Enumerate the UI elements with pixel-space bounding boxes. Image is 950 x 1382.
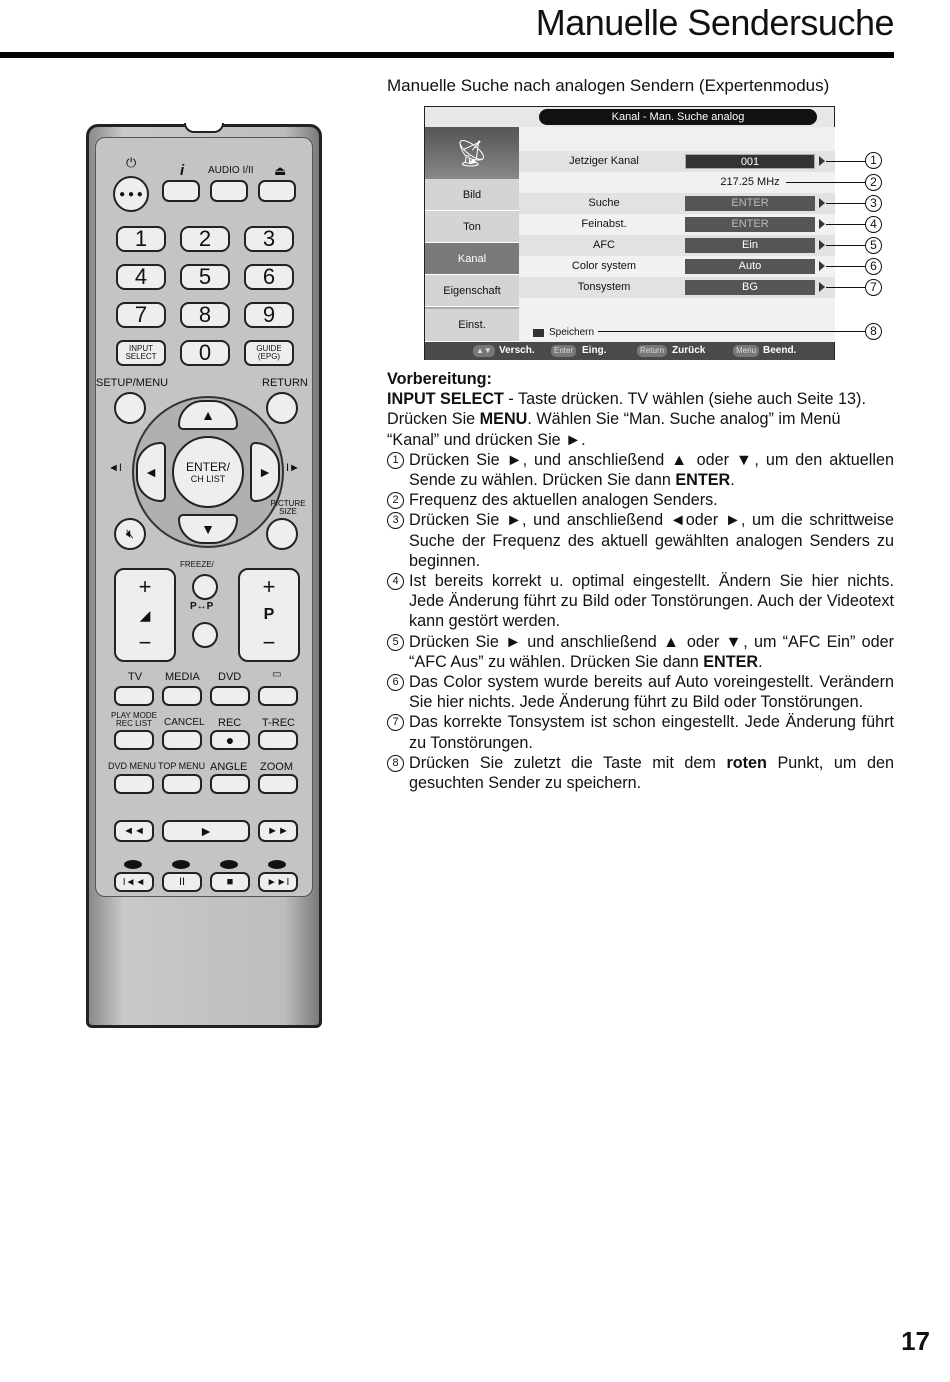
instruction-item-4 xyxy=(387,571,894,632)
instructions xyxy=(387,369,894,793)
osd-sidebar-item-eigenschaft[interactable]: Eigenschaft xyxy=(425,275,519,307)
menu-term: MENU xyxy=(479,410,528,429)
arrow-right-icon xyxy=(819,240,825,250)
return-label: RETURN xyxy=(262,377,308,389)
step-text: Drücken Sie ►, und anschließend ◄oder ►, um die schrittweise Suche der Frequenz des aktuell gewählten analogen Senders zu beginnen. xyxy=(409,511,894,570)
osd-row-tonsystem[interactable] xyxy=(519,277,835,298)
callout-2: 2 xyxy=(865,174,882,191)
media-button[interactable] xyxy=(162,686,202,706)
angle-label: ANGLE xyxy=(210,761,248,773)
trec-button[interactable] xyxy=(258,730,298,750)
subtitle-icon: ▭ xyxy=(272,669,282,680)
osd-row-value: 217.25 MHz xyxy=(720,176,780,188)
callout-line-6 xyxy=(826,266,866,267)
ch-list-label: CH LIST xyxy=(190,474,226,484)
callout-4: 4 xyxy=(865,216,882,233)
num-5-button[interactable]: 5 xyxy=(180,264,230,290)
power-button[interactable]: ● ● ● xyxy=(113,176,149,212)
num-6-button[interactable]: 6 xyxy=(244,264,294,290)
step-bold: ENTER xyxy=(703,652,759,671)
callout-line-2 xyxy=(786,182,866,183)
callout-line-5 xyxy=(826,245,866,246)
step-number: 8 xyxy=(387,755,404,772)
dvd-menu-button[interactable] xyxy=(114,774,154,794)
arrow-right-icon xyxy=(819,219,825,229)
step-number: 2 xyxy=(387,492,404,509)
num-4-button[interactable]: 4 xyxy=(116,264,166,290)
program-rocker[interactable]: + P − xyxy=(238,568,300,662)
picture-size-label: PICTURE SIZE xyxy=(270,499,306,516)
enter-button[interactable] xyxy=(172,436,244,508)
intro-text-1: - Taste drücken. TV wählen (siehe auch Seite 13). Drücken Sie xyxy=(387,390,866,429)
red-dot-icon xyxy=(124,860,142,869)
play-mode-label: PLAY MODE REC LIST xyxy=(111,711,157,728)
eject-icon: ⏏ xyxy=(274,163,287,178)
callout-6: 6 xyxy=(865,258,882,275)
osd-row-afc[interactable] xyxy=(519,235,835,256)
info-button[interactable] xyxy=(162,180,200,202)
osd-action-zurueck: Zurück xyxy=(672,345,706,356)
green-dot-icon xyxy=(172,860,190,869)
arrow-right-icon xyxy=(819,261,825,271)
pause-button[interactable]: II xyxy=(162,872,202,892)
osd-row-value: ENTER xyxy=(685,217,815,232)
tv-button[interactable] xyxy=(114,686,154,706)
num-7-button[interactable]: 7 xyxy=(116,302,166,328)
osd-row-value: Auto xyxy=(685,259,815,274)
step-number: 5 xyxy=(387,634,404,651)
rec-label: REC xyxy=(218,717,242,729)
osd-key-enter: Enter xyxy=(551,345,576,357)
step-number: 7 xyxy=(387,714,404,731)
step-text: Drücken Sie ► und anschließend ▲ oder ▼, um “AFC Ein” oder “AFC Aus” zu wählen. Drücken Sie dann xyxy=(409,632,894,671)
satellite-dish-icon: 📡︎ xyxy=(425,127,519,179)
fast-forward-button[interactable]: ►► xyxy=(258,820,298,842)
blue-dot-icon xyxy=(268,860,286,869)
remote-notch xyxy=(184,123,224,133)
num-0-button[interactable]: 0 xyxy=(180,340,230,366)
yellow-dot-icon xyxy=(220,860,238,869)
step-text-end: . xyxy=(730,471,735,490)
num-1-button[interactable]: 1 xyxy=(116,226,166,252)
page-title: Manuelle Sendersuche xyxy=(535,2,894,43)
tv-label: TV xyxy=(128,671,143,683)
angle-button[interactable] xyxy=(210,774,250,794)
num-9-button[interactable]: 9 xyxy=(244,302,294,328)
step-number: 6 xyxy=(387,674,404,691)
right-arrow-button[interactable]: ► xyxy=(250,442,280,502)
osd-row-value: BG xyxy=(685,280,815,295)
callout-line-4 xyxy=(826,224,866,225)
osd-row-value: Ein xyxy=(685,238,815,253)
instruction-item-5 xyxy=(387,632,894,672)
instruction-item-7 xyxy=(387,712,894,752)
dvd-label: DVD xyxy=(218,671,242,683)
osd-key-menu: Menu xyxy=(733,345,759,357)
instruction-item-3 xyxy=(387,510,894,571)
osd-title-bar xyxy=(425,107,834,127)
step-text-end: Punkt, um den gesuchten Sender zu speichern. xyxy=(409,753,894,793)
step-text-end: . xyxy=(758,652,763,671)
instruction-item-1 xyxy=(387,450,894,490)
page-number: 17 xyxy=(901,1326,930,1356)
step-text: Drücken Sie zuletzt die Taste mit dem xyxy=(409,753,727,772)
callout-7: 7 xyxy=(865,279,882,296)
callout-line-1 xyxy=(826,161,866,162)
instruction-item-6 xyxy=(387,672,894,712)
eject-button[interactable] xyxy=(258,180,296,202)
top-menu-label: TOP MENU xyxy=(158,761,206,771)
section-subtitle: Manuelle Suche nach analogen Sendern (Expertenmodus) xyxy=(387,76,830,95)
osd-key-return: Return xyxy=(637,345,667,357)
step-bold: ENTER xyxy=(675,471,731,490)
navigation-pad xyxy=(132,396,284,548)
callout-1: 1 xyxy=(865,152,882,169)
osd-key-updown: ▲▼ xyxy=(473,345,495,357)
osd-row-value: 001 xyxy=(685,154,815,169)
input-select-term: INPUT SELECT xyxy=(387,390,504,409)
down-arrow-button[interactable]: ▼ xyxy=(178,514,238,544)
callout-line-3 xyxy=(826,203,866,204)
cancel-label: CANCEL xyxy=(164,717,205,728)
pp-label: P↔P xyxy=(190,601,214,612)
osd-main-panel xyxy=(519,127,835,342)
mute-icon[interactable]: 🔇︎ xyxy=(114,518,146,550)
callout-line-8 xyxy=(598,331,866,332)
osd-menu xyxy=(424,106,835,360)
play-button[interactable]: ► xyxy=(162,820,250,842)
osd-row-label: Tonsystem xyxy=(577,281,631,293)
left-arrow-button[interactable]: ◄ xyxy=(136,442,166,502)
osd-save-hint xyxy=(519,325,835,342)
media-label: MEDIA xyxy=(165,671,200,683)
power-icon: ⏻ xyxy=(126,155,137,170)
subtitle-button[interactable] xyxy=(258,686,298,706)
osd-action-beend: Beend. xyxy=(763,345,797,356)
osd-row-value: ENTER xyxy=(685,196,815,211)
osd-row-suche[interactable] xyxy=(519,193,835,214)
osd-sidebar-item-einst[interactable]: Einst. xyxy=(425,309,519,342)
osd-sidebar-item-kanal[interactable]: Kanal xyxy=(425,243,519,275)
step-number: 4 xyxy=(387,573,404,590)
cancel-button[interactable] xyxy=(162,730,202,750)
top-menu-button[interactable] xyxy=(162,774,202,794)
num-3-button[interactable]: 3 xyxy=(244,226,294,252)
osd-row-label: Jetziger Kanal xyxy=(569,155,639,167)
osd-row-color-system[interactable] xyxy=(519,256,835,277)
instruction-item-8 xyxy=(387,753,894,793)
step-text: Das korrekte Tonsystem ist schon eingestellt. Jede Änderung führt zu Tonstörungen. xyxy=(409,713,894,752)
arrow-right-icon xyxy=(819,282,825,292)
instructions-heading: Vorbereitung: xyxy=(387,370,492,388)
rec-button[interactable]: ● xyxy=(210,730,250,750)
osd-title: Kanal - Man. Suche analog xyxy=(539,109,817,125)
freeze-button[interactable] xyxy=(192,574,218,600)
audio-button[interactable] xyxy=(210,180,248,202)
remote-control xyxy=(86,124,322,1028)
zoom-button[interactable] xyxy=(258,774,298,794)
arrow-right-icon xyxy=(819,198,825,208)
osd-row-label: Suche xyxy=(588,197,620,209)
red-square-icon xyxy=(533,329,544,337)
skip-forward-icon: I► xyxy=(286,462,300,474)
volume-rocker[interactable]: + ◢ − xyxy=(114,568,176,662)
guide-button[interactable]: GUIDE (EPG) xyxy=(244,340,294,366)
return-button[interactable] xyxy=(266,392,298,424)
rewind-button[interactable]: ◄◄ xyxy=(114,820,154,842)
callout-5: 5 xyxy=(865,237,882,254)
input-select-button[interactable]: INPUT SELECT xyxy=(116,340,166,366)
zoom-label: ZOOM xyxy=(260,761,293,773)
step-text: Frequenz des aktuellen analogen Senders. xyxy=(409,491,718,510)
picture-size-button[interactable] xyxy=(266,518,298,550)
up-arrow-button[interactable]: ▲ xyxy=(178,400,238,430)
osd-action-eing: Eing. xyxy=(582,345,607,356)
audio-label: AUDIO I/II xyxy=(208,165,254,176)
pp-button[interactable] xyxy=(192,622,218,648)
trec-label: T-REC xyxy=(262,717,295,729)
step-text: Ist bereits korrekt u. optimal eingestellt. Ändern Sie hier nichts. Jede Änderung führt zu Bild oder Tonstörungen. Auch der Videotext kann gestört werden. xyxy=(409,572,894,631)
step-number: 1 xyxy=(387,452,404,469)
callout-3: 3 xyxy=(865,195,882,212)
play-mode-button[interactable] xyxy=(114,730,154,750)
step-text: Drücken Sie ►, und anschließend ▲ oder ▼, um den aktuellen Sende zu wählen. Drücken Sie dann xyxy=(409,450,894,490)
num-8-button[interactable]: 8 xyxy=(180,302,230,328)
osd-sidebar-item-bild[interactable]: Bild xyxy=(425,179,519,211)
skip-next-button[interactable]: ►►I xyxy=(258,872,298,892)
title-rule xyxy=(0,52,894,58)
osd-sidebar-item-ton[interactable]: Ton xyxy=(425,211,519,243)
stop-button[interactable]: ■ xyxy=(210,872,250,892)
step-number: 3 xyxy=(387,512,404,529)
enter-label: ENTER/ xyxy=(185,460,230,474)
osd-sidebar xyxy=(425,127,519,342)
setup-menu-label: SETUP/MENU xyxy=(96,377,169,389)
setup-menu-button[interactable] xyxy=(114,392,146,424)
skip-back-icon: ◄I xyxy=(108,462,122,474)
osd-row-label: Color system xyxy=(571,260,637,272)
osd-row-jetziger-kanal[interactable] xyxy=(519,151,835,172)
remote-face xyxy=(95,137,313,897)
callout-8: 8 xyxy=(865,323,882,340)
osd-save-label: Speichern xyxy=(549,327,595,338)
arrow-right-icon xyxy=(819,156,825,166)
osd-row-feinabst[interactable] xyxy=(519,214,835,235)
callout-line-7 xyxy=(826,287,866,288)
num-2-button[interactable]: 2 xyxy=(180,226,230,252)
instruction-item-2 xyxy=(387,490,894,510)
dvd-menu-label: DVD MENU xyxy=(108,761,157,771)
step-bold: roten xyxy=(726,753,767,772)
info-label: i xyxy=(180,162,185,179)
freeze-label: FREEZE/ xyxy=(180,560,214,569)
skip-previous-button[interactable]: I◄◄ xyxy=(114,872,154,892)
instructions-intro xyxy=(387,389,894,450)
osd-row-label: AFC xyxy=(593,239,615,251)
step-text: Das Color system wurde bereits auf Auto voreingestellt. Verändern Sie hier nichts. Jede Änderung führt zu Bild oder Tonstörungen. xyxy=(409,673,894,712)
dvd-button[interactable] xyxy=(210,686,250,706)
intro-text-2: . Wählen Sie “Man. Suche analog” im Menü “Kanal” und drücken Sie ►. xyxy=(387,410,841,449)
osd-row-label: Feinabst. xyxy=(581,218,627,230)
osd-action-versch: Versch. xyxy=(499,345,535,356)
program-label: P xyxy=(263,606,275,623)
osd-footer xyxy=(425,342,834,360)
